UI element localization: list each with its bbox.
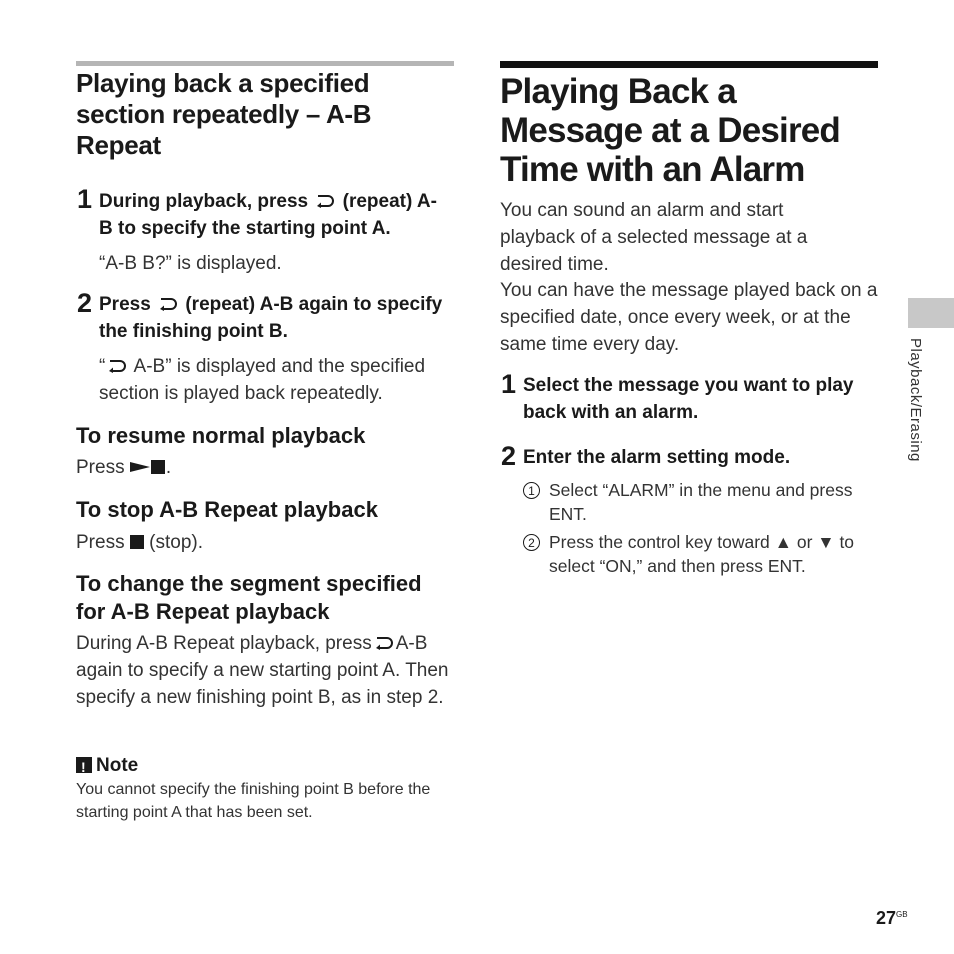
right-page-title: Playing Back a Message at a Desired Time with an Alarm xyxy=(500,72,841,189)
left-step-1-text xyxy=(99,188,449,242)
page-number-suffix: GB xyxy=(896,910,908,919)
right-substep-2-text: Press the control key toward ▲ or ▼ to select “ON,” and then press ENT. xyxy=(549,532,855,576)
left-step-1-result: “A-B B?” is displayed. xyxy=(99,253,282,274)
left-step-2-result xyxy=(99,353,451,407)
left-step-2-text-after: (repeat) A-B again to specify the finishing point B. xyxy=(99,294,443,342)
right-substep-1 xyxy=(523,478,883,526)
play-stop-icon xyxy=(130,459,166,475)
repeat-icon xyxy=(107,359,127,373)
substep-marker-1: 1 xyxy=(523,482,540,499)
repeat-icon xyxy=(315,194,335,208)
left-section-rule xyxy=(76,61,454,66)
left-step-2-result-before: “ xyxy=(99,356,106,377)
resume-heading: To resume normal playback xyxy=(76,423,366,448)
page-number xyxy=(876,908,908,929)
note-heading xyxy=(76,755,138,777)
left-step-1-text-after: (repeat) A-B to specify the starting point A. xyxy=(99,191,437,239)
note-text: You cannot specify the finishing point B before the starting point A that has been set. xyxy=(76,781,431,821)
left-step-2-number: 2 xyxy=(77,288,93,318)
right-substep-2 xyxy=(523,530,883,578)
change-heading: To change the segment specified for A-B Repeat playback xyxy=(76,571,422,624)
left-step-2-result-after: A-B” is displayed and the specified section is played back repeatedly. xyxy=(99,356,426,404)
repeat-icon xyxy=(158,297,178,311)
stop-text-end: (stop). xyxy=(149,532,203,553)
change-text-before: During A-B Repeat playback, press xyxy=(76,633,372,654)
stop-text-label: Press xyxy=(76,532,125,553)
stop-icon xyxy=(130,535,144,549)
right-step-2-text: Enter the alarm setting mode. xyxy=(523,447,791,468)
right-title-rule xyxy=(500,61,878,68)
repeat-icon xyxy=(374,636,394,650)
stop-heading: To stop A-B Repeat playback xyxy=(76,497,378,522)
left-section-title: Playing back a specified section repeatedly – A-B Repeat xyxy=(76,68,372,160)
note-title: Note xyxy=(96,755,139,776)
left-step-2-text xyxy=(99,291,449,345)
side-tab xyxy=(908,298,954,328)
right-substep-1-text: Select “ALARM” in the menu and press ENT. xyxy=(549,480,853,524)
resume-text-end: . xyxy=(165,457,172,478)
change-text-after: A-B again to specify a new starting point A. Then specify a new finishing point B, as in step 2. xyxy=(76,633,449,708)
right-step-2-number: 2 xyxy=(501,441,517,471)
left-step-1-number: 1 xyxy=(77,184,93,214)
right-step-1-text: Select the message you want to play back with an alarm. xyxy=(523,375,854,423)
left-step-2-text-before: Press xyxy=(99,294,151,315)
right-intro-2: You can have the message played back on a specified date, once every week, or at the same time every day. xyxy=(500,280,878,355)
resume-text xyxy=(76,454,171,481)
side-tab-label: Playback/Erasing xyxy=(907,338,924,462)
right-step-1-number: 1 xyxy=(501,369,517,399)
page-number-value: 27 xyxy=(876,908,897,928)
left-step-1-text-before: During playback, press xyxy=(99,191,309,212)
resume-text-label: Press xyxy=(76,457,125,478)
right-intro-1: You can sound an alarm and start playback of a selected message at a desired time. xyxy=(500,200,808,275)
change-text xyxy=(76,630,454,711)
substep-marker-2: 2 xyxy=(523,534,540,551)
stop-text xyxy=(76,529,203,556)
note-icon xyxy=(76,757,92,773)
